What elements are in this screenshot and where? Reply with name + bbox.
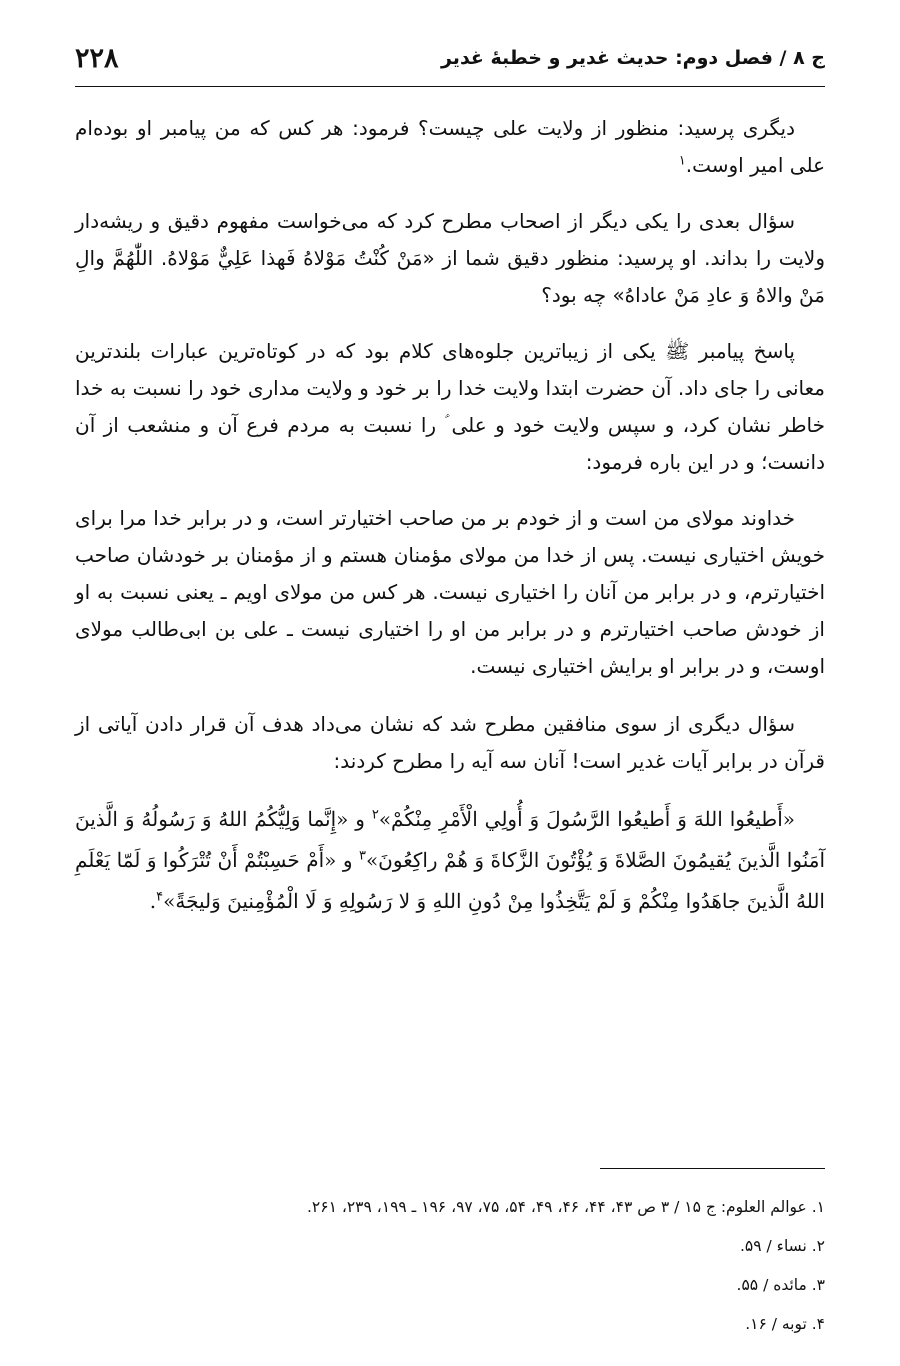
footnote: ۴. توبه / ۱۶. [745,1315,825,1333]
paragraph-text: سؤال بعدی را یکی دیگر از اصحاب مطرح کرد که می‌خواست مفهوم دقیق و ریشه‌دار ولایت را بداند. او پرسید: منظور دقیق شما از «مَنْ كُنْتُ مَوْلاهُ فَهذا عَلِيٌّ مَوْلاهُ. اللّٰهُمَّ والِ مَنْ والاهُ وَ عادِ مَنْ عاداهُ» چه بود؟ [75,209,825,307]
verse-text: و «إِنَّما وَلِيُّكُمُ اللهُ وَ رَسُولُهُ وَ الَّذينَ آمَنُوا الَّذينَ يُقيمُونَ الصَّلاةَ وَ يُؤْتُونَ الزَّكاةَ وَ هُمْ راكِعُونَ» [75,807,825,872]
page-body [75,110,825,941]
running-title: ج ۸ / فصل دوم: حديث غدير و خطبهٔ غدير [440,47,825,69]
footnote-marker: ۴ [156,889,164,905]
footnote: ۳. مائده / ۵۵. [736,1276,825,1294]
paragraph-text: خداوند مولای من است و از خودم بر من صاحب اختیارتر است، و در برابر خدا مرا برای خویش اختیاری نیست. پس از خدا من مولای مؤمنان هستم و از مؤمنان بر خودشان صاحب اختیارترم، و در برابر من آنان را اختیاری نیست. هر کس من مولای اویم ـ یعنی نسبت به او از خودش صاحب اختیارترم و در برابر من او را اختیاری نیست ـ علی بن ابی‌طالب مولای اوست، و در برابر او برایش اختیاری نیست. [75,506,825,678]
footnote-marker: ۲ [371,807,379,823]
paragraph [75,706,825,780]
verse-text: و «أَمْ حَسِبْتُمْ أَنْ تُتْرَكُوا وَ لَمّا يَعْلَمِ اللهُ الَّذينَ جاهَدُوا مِنْكُمْ وَ لَمْ يَتَّخِذُوا مِنْ دُونِ اللهِ وَ لا رَسُولِهِ وَ لَا الْمُؤْمِنينَ وَليجَةً» [75,848,825,913]
paragraph [75,333,825,481]
page-header [75,38,825,78]
verse-text: «أَطيعُوا اللهَ وَ أَطيعُوا الرَّسُولَ وَ أُولِي الْأَمْرِ مِنْكُمْ» [378,807,795,831]
verse-end: . [149,889,157,913]
page-number: ۲۲۸ [75,42,119,74]
paragraph-text: دیگری پرسید: منظور از ولایت علی چیست؟ فرمود: هر کس که من پیامبر او بوده‌ام علی امیر اوست. [75,116,825,177]
footnote-marker: ۱ [678,153,686,169]
footnotes [75,1188,825,1344]
footnote-marker: ۳ [358,848,366,864]
paragraph [75,110,825,184]
quran-verses-paragraph [75,799,825,922]
paragraph-text: سؤال دیگری از سوی منافقین مطرح شد که نشان می‌داد هدف آن قرار دادن آیاتی از قرآن در برابر آیات غدیر است! آنان سه آیه را مطرح کردند: [75,712,825,773]
header-divider [75,86,825,87]
prophet-quote-paragraph [75,500,825,685]
paragraph [75,203,825,314]
footnote-divider [600,1168,825,1169]
footnote: ۱. عوالم العلوم: ج ۱۵ / ۳ ص ۴۳، ۴۴، ۴۶، ۴۹، ۵۴، ۷۵، ۹۷، ۱۹۶ ـ ۱۹۹، ۲۳۹، ۲۶۱. [306,1198,825,1216]
footnote: ۲. نساء / ۵۹. [739,1237,825,1255]
paragraph-text: پاسخ پیامبر ﷺ یکی از زیباترین جلوه‌های کلام بود که در کوتاه‌ترین عبارات بلندترین معانی را جای داد. آن حضرت ابتدا ولایت خدا را بر خود و ولایت مداری خود را نسبت به خدا خاطر نشان کرد، و سپس ولایت خود و علی ؑ را نسبت به مردم فرع آن و منشعب از آن دانست؛ و در این باره فرمود: [75,339,825,474]
